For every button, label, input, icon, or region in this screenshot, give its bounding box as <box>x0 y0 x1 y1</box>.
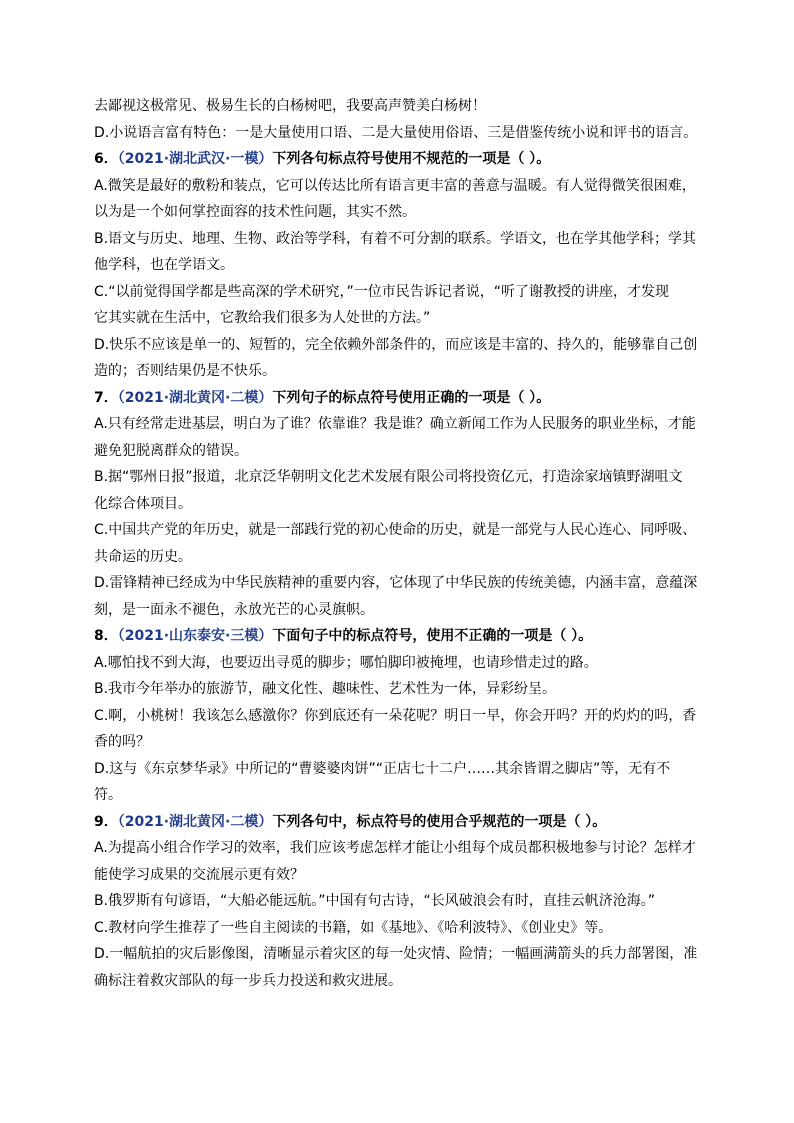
question-heading <box>94 146 704 173</box>
document-body <box>94 93 704 994</box>
text-line: 它其实就在生活中，它教给我们很多为人处世的方法。” <box>94 310 431 326</box>
text-line: 共命运的历史。 <box>94 548 192 565</box>
text-line: B.我市今年举办的旅游节，融文化性、趣味性、艺术性为一体，异彩纷呈。 <box>94 681 557 697</box>
text-line: D.小说语言富有特色：一是大量使用口语、二是大量使用俗语、三是借鉴传统小说和评书的语言。 <box>94 124 698 141</box>
text-line: B.俄罗斯有句谚语，“大船必能远航。”中国有句古诗，“长风破浪会有时，直挂云帆济沧海。” <box>94 893 656 909</box>
text-line: 符。 <box>94 787 122 803</box>
question-heading <box>94 385 704 412</box>
text-line: A.微笑是最好的敷粉和装点，它可以传达比所有语言更丰富的善意与温暖。有人觉得微笑很困难， <box>94 177 696 194</box>
question-stem: 下列句子的标点符号使用正确的一项是（ ）。 <box>272 389 551 406</box>
text-line: C.啊，小桃树！我该怎么感激你？你到底还有一朵花呢？明日一早，你会开吗？开的灼灼的吗，香 <box>94 707 697 724</box>
text-line: B.据“鄂州日报”报道，北京泛华朝明文化艺术发展有限公司将投资亿元，打造涂家垴镇野湖咀文 <box>94 469 683 485</box>
text-line: D.快乐不应该是单一的、短暂的，完全依赖外部条件的，而应该是丰富的、持久的，能够靠自己创 <box>94 336 698 353</box>
question-heading <box>94 809 704 836</box>
question-stem: 下列各句中，标点符号的使用合乎规范的一项是（ ）。 <box>272 813 607 830</box>
text-line: C.教材向学生推荐了一些自主阅读的书籍，如《基地》、《哈利波特》、《创业史》等。 <box>94 919 613 936</box>
text-line: 能使学习成果的交流展示更有效？ <box>94 866 304 883</box>
question-source: （2021·山东泰安·三模） <box>117 628 273 644</box>
text-line: C.“以前觉得国学都是些高深的学术研究，”一位市民告诉记者说，“听了谢教授的讲座，才发现 <box>94 283 669 300</box>
text-line: 以为是一个如何掌控面容的技术性问题，其实不然。 <box>94 204 416 220</box>
text-line: 造的；否则结果仍是不快乐。 <box>94 363 276 379</box>
text-line: 他学科，也在学语文。 <box>94 257 234 273</box>
question-source: （2021·湖北武汉·一模） <box>117 151 273 167</box>
text-line: A.只有经常走进基层，明白为了谁？依靠谁？我是谁？确立新闻工作为人民服务的职业坐标，才能 <box>94 416 696 432</box>
text-line: D.一幅航拍的灾后影像图，清晰显示着灾区的每一处灾情、险情；一幅画满箭头的兵力部署图，准 <box>94 946 698 962</box>
text-line: B.语文与历史、地理、生物、政治等学科，有着不可分割的联系。学语文，也在学其他学科；学其 <box>94 230 697 247</box>
text-line: C.中国共产党的年历史，就是一部践行党的初心使命的历史，就是一部党与人民心连心、同呼吸、 <box>94 522 697 538</box>
question-number: 8． <box>94 628 118 644</box>
question-heading <box>94 623 704 650</box>
question-number: 6． <box>94 151 118 167</box>
text-line: 刻，是一面永不褪色，永放光芒的心灵旗帜。 <box>94 601 374 618</box>
text-line: 化综合体项目。 <box>94 495 192 512</box>
question-source: （2021·湖北黄冈·二模） <box>117 813 273 830</box>
question-stem: 下面句子中的标点符号，使用不正确的一项是（ ）。 <box>272 628 593 644</box>
question-number: 7． <box>94 389 118 406</box>
text-line: D.这与《东京梦华录》中所记的“曹婆婆肉饼”“正店七十二户……其余皆谓之脚店”等，无有不 <box>94 760 671 777</box>
text-line: 避免犯脱离群众的错误。 <box>94 442 248 459</box>
text-line: 香的吗？ <box>94 734 150 750</box>
question-number: 9． <box>94 813 118 830</box>
text-line: 去鄙视这极常见、极易生长的白杨树吧，我要高声赞美白杨树！ <box>94 98 486 114</box>
text-line: 确标注着救灾部队的每一步兵力投送和救灾进展。 <box>94 972 402 989</box>
text-line: A.哪怕找不到大海，也要迈出寻觅的脚步；哪怕脚印被掩埋，也请珍惜走过的路。 <box>94 654 598 671</box>
text-line: D.雷锋精神已经成为中华民族精神的重要内容，它体现了中华民族的传统美德，内涵丰富，意蕴深 <box>94 575 698 591</box>
question-source: （2021·湖北黄冈·二模） <box>117 389 273 406</box>
text-line: A.为提高小组合作学习的效率，我们应该考虑怎样才能让小组每个成员都积极地参与讨论？怎样才 <box>94 840 696 856</box>
question-stem: 下列各句标点符号使用不规范的一项是（ ）。 <box>272 151 551 167</box>
